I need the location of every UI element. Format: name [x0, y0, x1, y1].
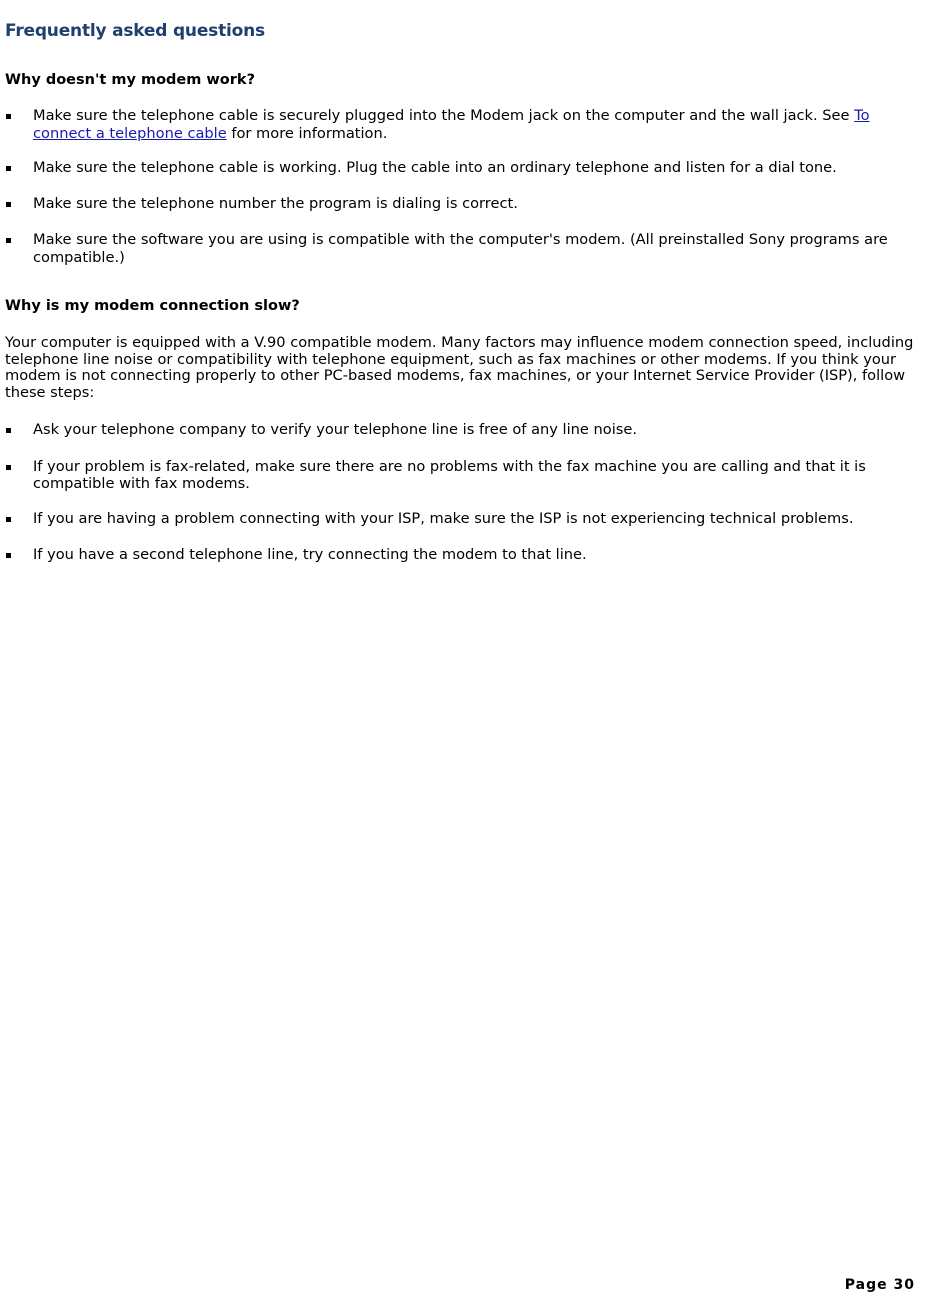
list-item-text: If you have a second telephone line, try connecting the modem to that line.	[33, 546, 587, 563]
list-item	[5, 546, 925, 564]
list-item	[5, 159, 925, 177]
list-item-text: Make sure the telephone number the program is dialing is correct.	[33, 194, 518, 212]
list-item	[5, 458, 925, 493]
list-item-text-after-link: for more information.	[226, 124, 388, 142]
bullet-square-icon	[6, 428, 11, 433]
list-item	[5, 421, 925, 439]
list-item	[5, 231, 925, 266]
bullet-square-icon	[6, 202, 11, 207]
list-item-text: Ask your telephone company to verify your telephone line is free of any line noise.	[33, 421, 637, 438]
page-number: Page 30	[844, 1277, 915, 1293]
list-item-text: Make sure the telephone cable is working. Plug the cable into an ordinary telephone and listen for a dial tone.	[33, 159, 837, 176]
bullet-square-icon	[6, 517, 11, 522]
list-item-text: Make sure the software you are using is compatible with the computer's modem. (All preinstalled Sony programs are compatible.)	[33, 231, 888, 266]
bullet-square-icon	[6, 465, 11, 470]
bullet-square-icon	[6, 238, 11, 243]
bullet-square-icon	[6, 114, 11, 119]
list-item-text: If you are having a problem connecting with your ISP, make sure the ISP is not experiencing technical problems.	[33, 509, 854, 527]
list-item	[5, 510, 925, 528]
list-item	[5, 195, 925, 213]
modem-troubleshooting-list	[5, 107, 925, 266]
section-heading-modem-slow: Why is my modem connection slow?	[5, 298, 300, 314]
list-item	[5, 107, 925, 142]
bullet-square-icon	[6, 166, 11, 171]
list-item-text-before-link: Make sure the telephone cable is securely plugged into the Modem jack on the computer and the wall jack. See	[33, 107, 855, 124]
slow-connection-steps-list	[5, 421, 925, 564]
connect-telephone-cable-link[interactable]: To connect a telephone cable	[33, 107, 870, 142]
bullet-square-icon	[6, 553, 11, 558]
section-heading-modem-not-working: Why doesn't my modem work?	[5, 72, 255, 88]
modem-speed-intro: Your computer is equipped with a V.90 compatible modem. Many factors may influence modem connection speed, including telephone line noise or compatibility with telephone equipment, such as fax machines or other modems. If you think your modem is not connecting properly to other PC-based modems, fax machines, or your Internet Service Provider (ISP), follow these steps:	[5, 334, 914, 401]
list-item-text: If your problem is fax-related, make sure there are no problems with the fax machine you are calling and that it is compatible with fax modems.	[33, 457, 866, 492]
page-title: Frequently asked questions	[5, 21, 265, 41]
